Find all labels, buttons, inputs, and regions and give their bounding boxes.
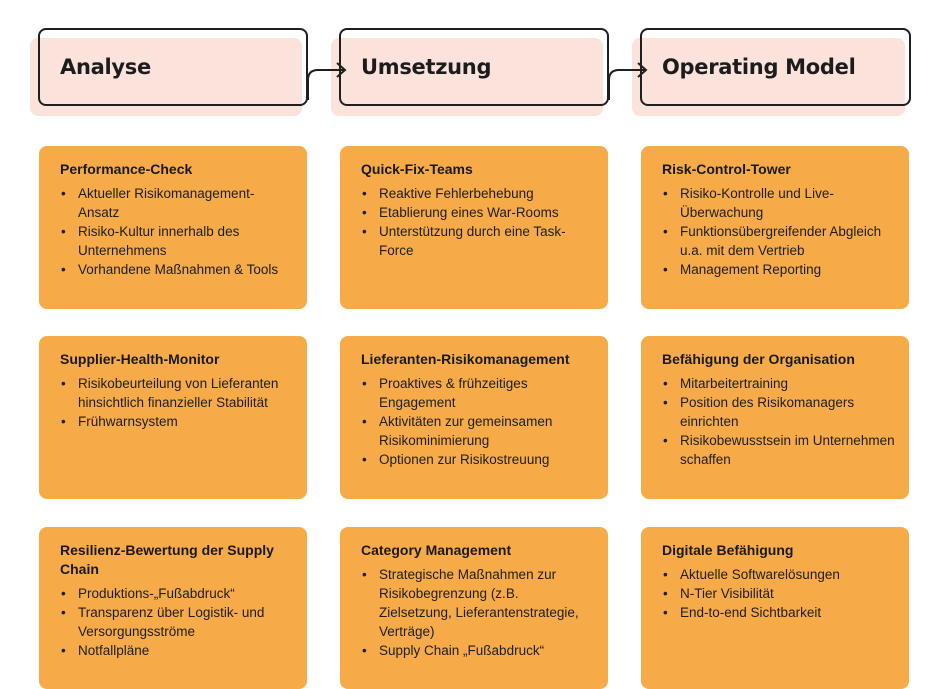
card-title: Digitale Befähigung	[662, 542, 794, 558]
arrow-icon	[601, 56, 653, 106]
card-supplier-health-monitor	[39, 336, 307, 499]
phase-title: Operating Model	[662, 55, 856, 79]
arrow-icon	[300, 56, 352, 106]
card-title: Lieferanten-Risikomanagement	[361, 351, 570, 367]
phase-umsetzung	[331, 28, 609, 106]
card-list	[662, 184, 895, 279]
card-digitale-befaehigung	[641, 527, 909, 689]
card-list	[60, 584, 293, 660]
card-title: Quick-Fix-Teams	[361, 161, 473, 177]
list-item: • Frühwarnsystem	[60, 412, 293, 431]
list-item: • Strategische Maßnahmen zur Risikobegrenzung (z.B. Zielsetzung, Lieferantenstrategie, Verträge)	[361, 565, 594, 641]
list-item: • End-to-end Sichtbarkeit	[662, 603, 895, 622]
card-performance-check	[39, 146, 307, 309]
card-title: Befähigung der Organisation	[662, 351, 855, 367]
card-title: Supplier-Health-Monitor	[60, 351, 220, 367]
card-title: Category Management	[361, 542, 512, 558]
list-item: • Produktions-„Fußabdruck“	[60, 584, 293, 603]
card-category-management	[340, 527, 608, 689]
card-list	[361, 565, 594, 660]
list-item: • Optionen zur Risikostreuung	[361, 450, 594, 469]
list-item: • Etablierung eines War-Rooms	[361, 203, 594, 222]
list-item: • Proaktives & frühzeitiges Engagement	[361, 374, 594, 412]
card-risk-control-tower	[641, 146, 909, 309]
card-quick-fix-teams	[340, 146, 608, 309]
list-item: • Risiko-Kultur innerhalb des Unternehmens	[60, 222, 293, 260]
phase-analyse	[30, 28, 308, 106]
list-item: • Position des Risikomanagers einrichten	[662, 393, 895, 431]
list-item: • Vorhandene Maßnahmen & Tools	[60, 260, 293, 279]
list-item: • Aktuelle Softwarelösungen	[662, 565, 895, 584]
card-title: Resilienz-Bewertung der Supply Chain	[60, 542, 274, 577]
list-item: • Notfallpläne	[60, 641, 293, 660]
card-befaehigung-organisation	[641, 336, 909, 499]
card-title: Risk-Control-Tower	[662, 161, 791, 177]
phase-operating-model	[632, 28, 911, 106]
card-list	[662, 565, 895, 622]
list-item: • Risikobeurteilung von Lieferanten hinsichtlich finanzieller Stabilität	[60, 374, 293, 412]
card-list	[60, 184, 293, 279]
card-lieferanten-risikomanagement	[340, 336, 608, 499]
list-item: • Supply Chain „Fußabdruck“	[361, 641, 594, 660]
phase-title: Umsetzung	[361, 55, 492, 79]
list-item: • Aktueller Risikomanagement-Ansatz	[60, 184, 293, 222]
list-item: • Aktivitäten zur gemeinsamen Risikominimierung	[361, 412, 594, 450]
list-item: • N-Tier Visibilität	[662, 584, 895, 603]
card-list	[361, 374, 594, 469]
list-item: • Funktionsübergreifender Abgleich u.a. mit dem Vertrieb	[662, 222, 895, 260]
list-item: • Unterstützung durch eine Task-Force	[361, 222, 594, 260]
phase-title: Analyse	[60, 55, 151, 79]
list-item: • Risikobewusstsein im Unternehmen schaffen	[662, 431, 895, 469]
list-item: • Reaktive Fehlerbehebung	[361, 184, 594, 203]
list-item: • Management Reporting	[662, 260, 895, 279]
list-item: • Risiko-Kontrolle und Live-Überwachung	[662, 184, 895, 222]
list-item: • Transparenz über Logistik- und Versorgungsströme	[60, 603, 293, 641]
card-list	[60, 374, 293, 431]
card-title: Performance-Check	[60, 161, 193, 177]
list-item: • Mitarbeitertraining	[662, 374, 895, 393]
card-resilienz-bewertung	[39, 527, 307, 689]
card-list	[361, 184, 594, 260]
card-list	[662, 374, 895, 469]
